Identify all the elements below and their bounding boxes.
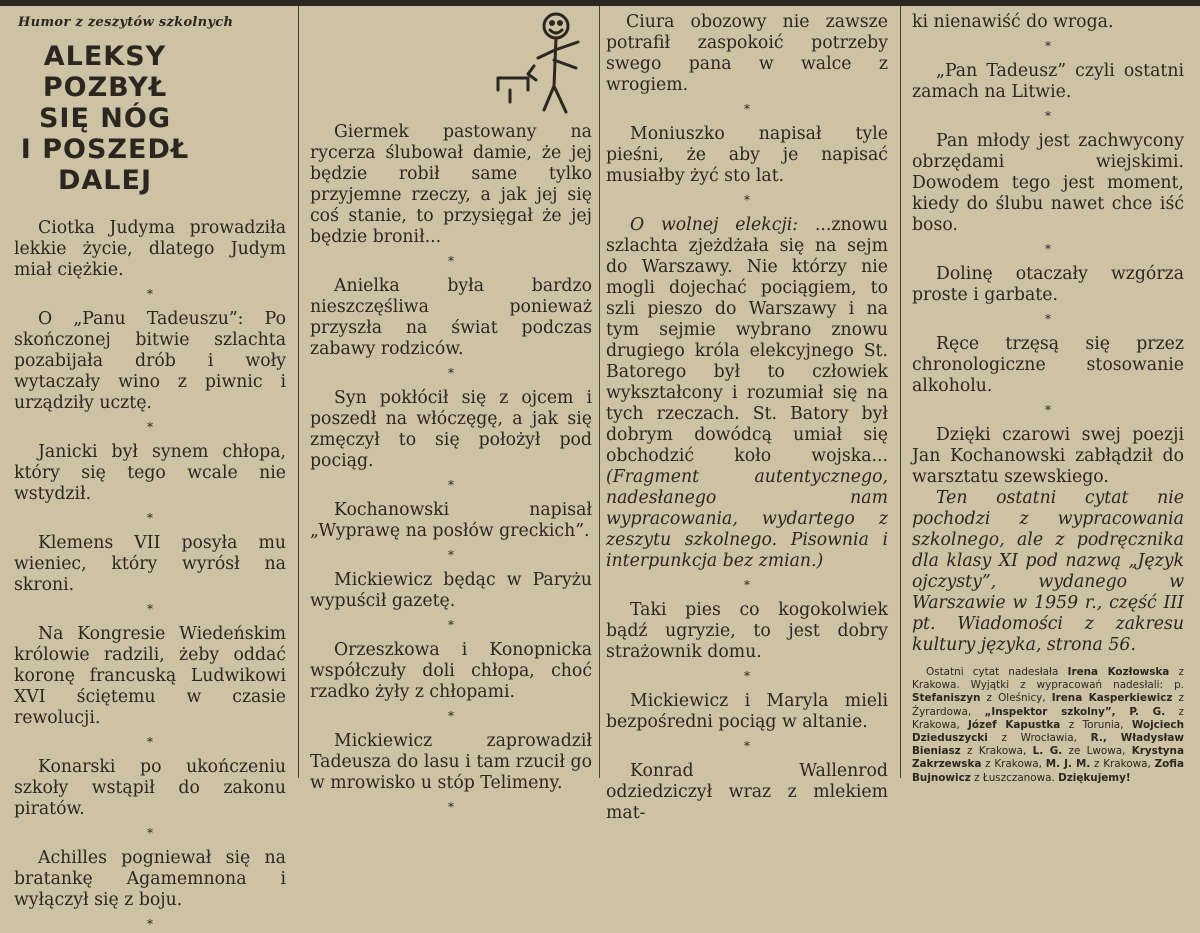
separator-star: * xyxy=(744,578,750,592)
separator-star: * xyxy=(147,287,153,301)
separator-star: * xyxy=(744,669,750,683)
quote: Orzeszkowa i Konopnicka współczuły doli chłopa, choć rzadko żyły z chłopami. xyxy=(310,640,592,702)
quote: Dolinę otaczały wzgórza proste i garbate. xyxy=(912,264,1184,305)
separator-star: * xyxy=(744,193,750,207)
editorial-note: (Fragment autentycznego, nadesłanego nam wypracowania, wydartego z zeszytu szkolnego. Pisownia i interpunkcja bez zmian.) xyxy=(606,467,888,571)
credit-text: z Łuszczanowa. xyxy=(970,771,1059,784)
quote: Mickiewicz zaprowadził Tadeusza do lasu i tam rzucił go w mrowisko u stóp Telimeny. xyxy=(310,731,592,793)
quote: „Pan Tadeusz” czyli ostatni zamach na Litwie. xyxy=(912,61,1184,102)
quote: Giermek pastowany na rycerza ślubował damie, że jej będzie robił same tylko przyjemne rzeczy, a jak jej się coś stanie, to przysięgał że jej będzie bronił... xyxy=(310,122,592,247)
credit-name: M. J. M. xyxy=(1045,758,1091,771)
credit-name: Irena Kasperkiewicz xyxy=(1051,692,1173,705)
quote: Janicki był synem chłopa, który się tego wcale nie wstydził. xyxy=(14,442,286,504)
separator-star: * xyxy=(1045,403,1051,417)
quote: Pan młody jest zachwycony obrzędami wiejskimi. Dowodem tego jest moment, kiedy do ślubu nawet chce iść boso. xyxy=(912,131,1184,235)
credit-name: Zofia Bujnowicz xyxy=(912,758,1184,784)
column-2 xyxy=(310,122,592,814)
separator-star: * xyxy=(448,709,454,723)
quote: Ręce trzęsą się przez chronologiczne stosowanie alkoholu. xyxy=(912,334,1184,396)
credit-name: L. G. xyxy=(1032,745,1063,758)
section-kicker: Humor z zeszytów szkolnych xyxy=(18,15,234,30)
credit-text: z Krakowa, xyxy=(1090,758,1155,771)
quote: Konrad Wallenrod odziedziczył wraz z mlekiem mat- xyxy=(606,761,888,823)
column-rule xyxy=(298,6,299,778)
credit-text: z Oleśnicy, xyxy=(980,692,1052,705)
separator-star: * xyxy=(744,102,750,116)
separator-star: * xyxy=(1045,39,1051,53)
credit-name: R., Władysław Bieniasz xyxy=(912,732,1184,758)
credit-text: z Torunia, xyxy=(1060,718,1132,731)
credit-text: Ostatni cytat nadesłała xyxy=(926,666,1068,678)
separator-star: * xyxy=(1045,312,1051,326)
quote: Anielka była bardzo nieszczęśliwa ponieważ przyszła na świat podczas zabawy rodziców. xyxy=(310,276,592,359)
editorial-note: Ten ostatni cytat nie pochodzi z wypracowania szkolnego, ale z podręcznika dla klasy XI pod nazwą „Język ojczysty”, wydanego w Warszawie w 1959 r., część III pt. Wiadomości z zakresu kultury języka, strona 56. xyxy=(912,488,1184,655)
credit-text: z Krakowa, xyxy=(912,705,1184,731)
credit-name: Stefaniszyn xyxy=(912,692,981,705)
separator-star: * xyxy=(448,254,454,268)
quote: Klemens VII posyła mu wieniec, który wyrósł na skroni. xyxy=(14,533,286,595)
quote: Syn pokłócił się z ojcem i poszedł na włóczęgę, a jak się zmęczył to się położył pod pociąg. xyxy=(310,388,592,471)
headline xyxy=(14,41,196,196)
stick-figure-doodle-icon xyxy=(488,8,588,118)
separator-star: * xyxy=(147,602,153,616)
separator-star: * xyxy=(744,739,750,753)
separator-star: * xyxy=(147,735,153,749)
credit-name: Józef Kapustka xyxy=(968,718,1061,731)
quote: Moniuszko napisał tyle pieśni, że aby je napisać musiałby żyć sto lat. xyxy=(606,124,888,186)
separator-star: * xyxy=(147,420,153,434)
separator-star: * xyxy=(147,511,153,525)
quote: Na Kongresie Wiedeńskim królowie radzili, żeby oddać koronę francuską Ludwikowi XVI ściętemu w czasie rewolucji. xyxy=(14,624,286,728)
credit-text: z Żyrardowa, xyxy=(912,692,1184,718)
separator-star: * xyxy=(448,478,454,492)
credit-name: Dziękujemy! xyxy=(1058,771,1131,784)
quote-lead: O wolnej elekcji: xyxy=(630,215,799,235)
column-rule xyxy=(599,6,600,778)
credit-text: z Krakowa, xyxy=(960,745,1033,758)
contributors-credit xyxy=(912,666,1184,785)
credit-name: Irena Kozłowska xyxy=(1067,666,1170,678)
column-1-body xyxy=(14,218,286,933)
separator-star: * xyxy=(1045,242,1051,256)
quote: Dzięki czarowi swej poezji Jan Kochanowski zabłądził do warsztatu szewskiego. xyxy=(912,425,1184,487)
quote-wolna-elekcja xyxy=(606,215,888,572)
credit-text: z Krakowa, xyxy=(981,758,1046,771)
quote-body: ...znowu szlachta zjeżdżała się na sejm do Warszawy. Nie którzy nie mogli dojechać pociągiem, to szli pieszo do Warszawy i na tym sejmie wybrano znowu drugiego króla elekcyjnego St. Batorego był to człowiek wykształcony i rozumiał się na tych rzeczach. St. Batory był dobrym dowódcą umiał się obchodzić koło wojska... xyxy=(606,215,888,466)
headline-line-2: I POSZEDŁ DALEJ xyxy=(20,134,190,196)
separator-star: * xyxy=(147,917,153,931)
column-4 xyxy=(912,12,1184,784)
credit-text: ze Lwowa, xyxy=(1062,745,1132,758)
credit-name: Wojciech Dzieduszycki xyxy=(912,718,1184,745)
quote: Ciura obozowy nie zawsze potrafił zaspokoić potrzeby swego pana w walce z wrogiem. xyxy=(606,12,888,95)
quote: O „Panu Tadeuszu”: Po skończonej bitwie szlachta pozabijała drób i woły wytaczały wino z piwnic i urządziły ucztę. xyxy=(14,309,286,413)
column-1 xyxy=(14,0,286,931)
credit-name: Krystyna Zakrzewska xyxy=(912,745,1184,771)
separator-star: * xyxy=(147,826,153,840)
quote: Kochanowski napisał „Wyprawę na posłów greckich”. xyxy=(310,500,592,541)
separator-star: * xyxy=(448,366,454,380)
separator-star: * xyxy=(448,800,454,814)
quote: Ciotka Judyma prowadziła lekkie życie, dlatego Judym miał ciężkie. xyxy=(14,218,286,280)
column-rule xyxy=(900,6,901,778)
headline-line-1: ALEKSY POZBYŁ SIĘ NÓG xyxy=(38,41,172,134)
separator-star: * xyxy=(448,618,454,632)
quote: Konarski po ukończeniu szkoły wstąpił do zakonu piratów. xyxy=(14,757,286,819)
quote: Mickiewicz i Maryla mieli bezpośredni pociąg w altanie. xyxy=(606,691,888,732)
credit-name: „Inspektor szkolny”, P. G. xyxy=(984,705,1166,718)
quote-continuation: ki nienawiść do wroga. xyxy=(912,12,1114,32)
credit-text: z Krakowa. Wyjątki z wypracowań nadesłali: p. xyxy=(912,666,1184,692)
quote: Taki pies co kogokolwiek bądź ugryzie, to jest dobry strażownik domu. xyxy=(606,600,888,662)
credit-text: z Wrocławia, xyxy=(987,732,1091,745)
quote: Mickiewicz będąc w Paryżu wypuścił gazetę. xyxy=(310,570,592,611)
separator-star: * xyxy=(448,548,454,562)
separator-star: * xyxy=(1045,109,1051,123)
column-3 xyxy=(606,12,888,823)
quote: Achilles pogniewał się na bratankę Agamemnona i wyłączył się z boju. xyxy=(14,848,286,910)
